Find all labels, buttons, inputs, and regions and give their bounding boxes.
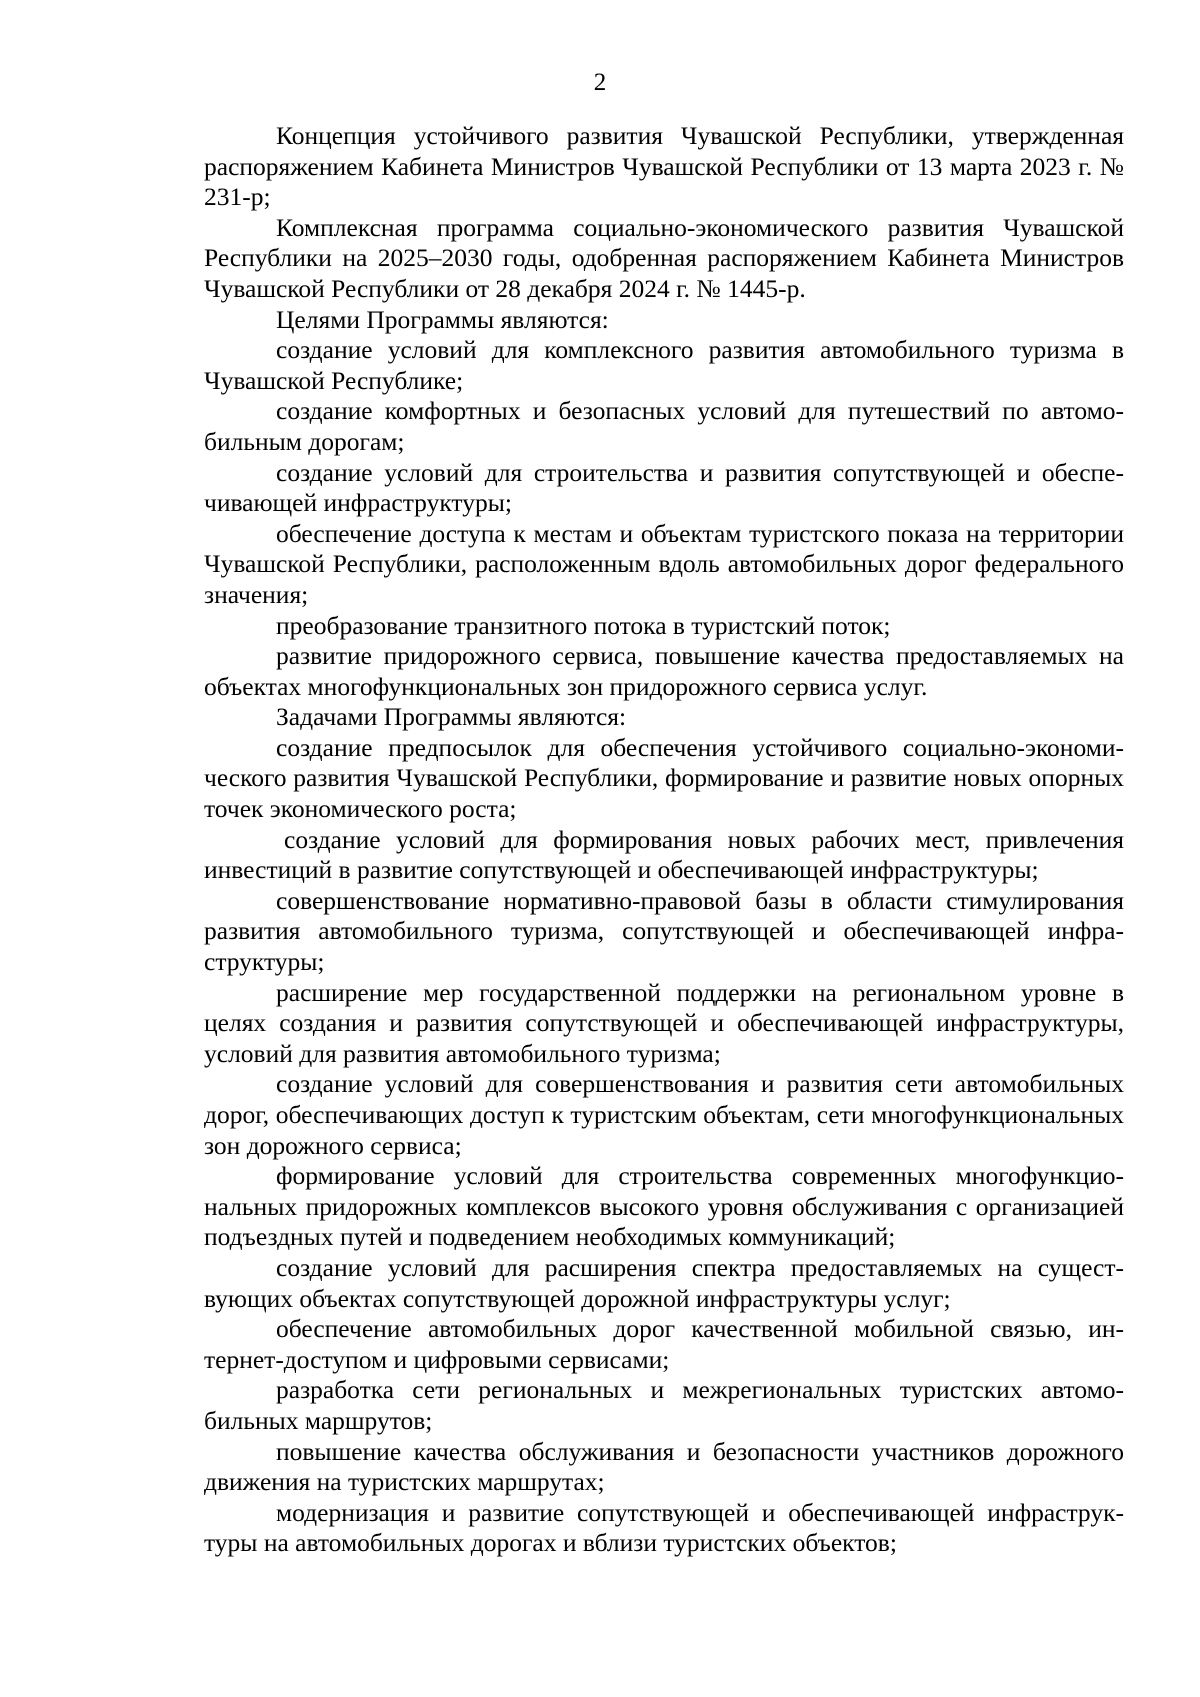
paragraph: расширение мер государственной поддержки на региональном уровне в целях создания и развития сопутствующей и обеспечивающей инфраструктуры, условий для развития автомобильного туризма; [204, 977, 1124, 1068]
paragraph: создание условий для комплексного развития автомобильного туризма в Чувашской Республике; [204, 335, 1124, 395]
paragraph: формирование условий для строительства современных многофункциональных придорожных комплексов высокого уровня обслуживания с организацией подъездных путей и подведением необходимых коммуникаций; [204, 1161, 1124, 1252]
paragraph: Комплексная программа социально-экономического развития Чувашской Республики на 2025–2030 годы, одобренная распоряжением Кабинета Министров Чувашской Республики от 28 декабря 2024 г. № 1445-р. [204, 212, 1124, 303]
paragraph: создание условий для строительства и развития сопутствующей и обеспечивающей инфраструктуры; [204, 457, 1124, 518]
paragraph: повышение качества обслуживания и безопасности участников дорожного движения на туристских маршрутах; [204, 1436, 1124, 1497]
paragraph: преобразование транзитного потока в туристский поток; [276, 610, 891, 640]
paragraph: совершенствование нормативно-правовой базы в области стимулирования развития автомобильного туризма, сопутствующей и обеспечивающей инфраструктуры; [204, 885, 1124, 977]
paragraph: создание условий для расширения спектра предоставляемых на существующих объектах сопутствующей дорожной инфраструктуры услуг; [204, 1252, 1124, 1313]
paragraph: обеспечение автомобильных дорог качественной мобильной связью, интернет-доступом и цифровыми сервисами; [204, 1314, 1124, 1374]
document-body [204, 121, 1124, 1559]
paragraph: модернизация и развитие сопутствующей и обеспечивающей инфраструктуры на автомобильных дорогах и вблизи туристских объектов; [204, 1497, 1124, 1558]
paragraph: разработка сети региональных и межрегиональных туристских автомобильных маршрутов; [204, 1375, 1124, 1435]
paragraph: создание условий для совершенствования и развития сети автомобильных дорог, обеспечивающих доступ к туристским объектам, сети многофункциональных зон дорожного сервиса; [204, 1069, 1124, 1160]
paragraph: обеспечение доступа к местам и объектам туристского показа на территории Чувашской Республики, расположенным вдоль автомобильных дорог федерального значения; [204, 518, 1124, 609]
paragraph: Задачами Программы являются: [276, 702, 627, 732]
paragraph: развитие придорожного сервиса, повышение качества предоставляемых на объектах многофункциональных зон придорожного сервиса услуг. [204, 641, 1124, 701]
paragraph: создание комфортных и безопасных условий для путешествий по автомобильным дорогам; [204, 396, 1124, 456]
paragraph: Концепция устойчивого развития Чувашской Республики, утвержденная распоряжением Кабинета Министров Чувашской Республики от 13 марта 2023 г. № 231-р; [204, 121, 1124, 212]
paragraph: создание условий для формирования новых рабочих мест, привлечения инвестиций в развитие сопутствующей и обеспечивающей инфраструктуры; [204, 824, 1124, 885]
paragraph: Целями Программы являются: [276, 304, 609, 334]
paragraph: создание предпосылок для обеспечения устойчивого социально-экономического развития Чувашской Республики, формирование и развитие новых опорных точек экономического роста; [204, 732, 1124, 824]
page-number: 2 [593, 69, 607, 96]
